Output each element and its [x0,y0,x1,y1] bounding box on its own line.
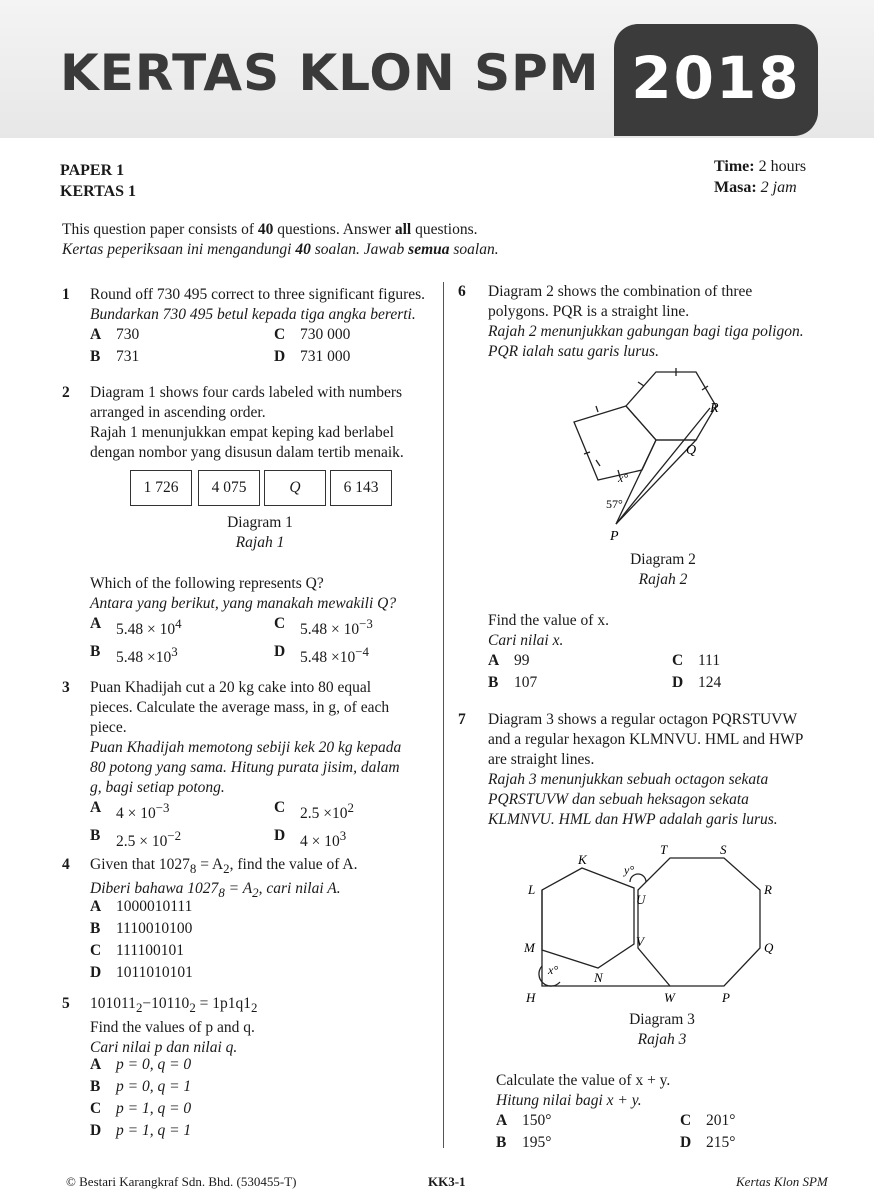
option-c[interactable]: C [274,615,286,632]
option-b-value: $2.5 \times 10^{-2}$ [116,828,182,851]
question-text-en: are straight lines. [488,751,595,768]
answer-options [90,798,440,852]
card-2: 4 075 [198,470,260,506]
option-a-value: 730 [116,326,140,343]
question-text-ms: dengan nombor yang disusun dalam tertib menaik. [90,444,404,461]
instructions [62,220,499,260]
option-d-value: p = 1, q = 1 [116,1122,192,1139]
answer-options [90,614,440,668]
question-text-en: pieces. Calculate the average mass, in g, of each [90,699,390,716]
footer-page-code: KK3-1 [428,1174,466,1189]
label-l: L [528,882,536,897]
option-b[interactable]: B [90,1078,101,1095]
option-b[interactable]: B [90,920,101,937]
diagram-3 [510,838,810,1010]
option-c[interactable]: C [274,799,286,816]
option-a-value: 150° [522,1112,552,1129]
question-text-ms: Rajah 3 menunjukkan sebuah octagon sekata [488,771,769,788]
diagram-1-caption-ms: Rajah 1 [235,534,285,551]
question-number: 7 [458,711,466,728]
time-info [714,158,806,176]
question-text-en: arranged in ascending order. [90,404,266,421]
diagram-1-cards [130,470,392,506]
option-b[interactable]: B [90,643,101,661]
option-c-value: $5.48 \times 10^{-3}$ [300,616,373,639]
option-c[interactable]: C [274,326,286,343]
label-n: N [594,970,603,985]
question-text-en: Calculate the value of x + y. [496,1072,671,1089]
option-b-value: 195° [522,1134,552,1151]
option-a[interactable]: A [488,652,500,669]
option-a[interactable]: A [90,615,102,632]
column-divider [443,282,444,1148]
question-text-en: piece. [90,719,127,736]
option-c-value: $2.5 \times 10^2$ [300,800,354,823]
label-s: S [720,842,727,857]
option-b[interactable]: B [488,674,499,691]
option-b[interactable]: B [90,348,101,365]
question-2-ask [62,574,442,667]
question-number: 4 [62,856,70,873]
diagram-2 [560,362,740,542]
diagram-2-caption-ms: Rajah 2 [638,571,688,588]
option-d-value: 731 000 [300,348,351,365]
option-d-value: $4 \times 10^3$ [300,828,347,851]
option-d-value: 215° [706,1134,736,1151]
question-text-en: Diagram 1 shows four cards labeled with numbers [90,384,403,401]
option-c-value: 730 000 [300,326,351,343]
question-equation: $101011_2-10110_2 = 1p1q1_2$ [90,995,258,1016]
question-text-en: Find the value of x. [488,612,609,629]
diagram-3-caption: Diagram 3 [629,1011,695,1028]
diagram-3-caption-ms: Rajah 3 [637,1031,687,1048]
question-number: 1 [62,286,70,303]
question-4 [62,855,442,980]
answer-options [488,651,838,693]
question-5 [62,994,442,1139]
label-p: P [722,990,730,1005]
question-number: 2 [62,384,70,401]
title-banner [0,0,874,138]
footer-copyright: © Bestari Karangkraf Sdn. Bhd. (530455-T) [66,1174,297,1189]
question-7 [458,710,838,840]
question-text-en: polygons. PQR is a straight line. [488,303,690,320]
option-a[interactable]: A [90,1056,102,1073]
question-6-ask [458,611,838,691]
option-a-value: 99 [514,652,530,669]
answer-options [496,1111,846,1153]
question-text-ms: Cari nilai p dan nilai q. [90,1039,238,1057]
diagram-1-caption: Diagram 1 [227,514,293,531]
instructions-en: This question paper consists of 40 questions. Answer all questions. [62,221,478,238]
octagon-shape [638,858,760,986]
question-2 [62,383,432,463]
option-c-value: 111 [698,652,721,669]
answer-options [90,325,440,367]
question-number: 6 [458,283,466,300]
label-angle: 57° [606,497,623,511]
option-d[interactable]: D [274,643,286,661]
time-label: Time: [714,158,755,175]
time-value: 2 hours [758,158,807,175]
question-6 [458,282,838,364]
option-a[interactable]: A [90,326,102,343]
line-pqr [616,408,710,524]
label-y: y° [624,863,635,877]
hexagon-shape [542,868,634,968]
option-d[interactable]: D [680,1134,692,1151]
question-text-ms: Rajah 1 menunjukkan empat keping kad berlabel [90,424,394,441]
question-text-ms: Cari nilai x. [488,632,564,649]
question-text-en: Which of the following represents Q? [90,575,324,592]
question-text-ms: KLMNVU. HML dan HWP adalah garis lurus. [488,811,778,828]
option-a-value: $5.48 \times 10^4$ [116,616,182,639]
question-7-ask [468,1071,848,1151]
option-c-value: p = 1, q = 0 [116,1100,192,1117]
option-b-value: $5.48 \times 10^3$ [116,644,178,667]
option-b-value: 107 [514,674,538,691]
answer-options [90,897,316,983]
kertas-label: KERTAS 1 [60,183,137,200]
option-b-value: 1110010100 [116,920,193,937]
label-w: W [664,990,675,1005]
option-d[interactable]: D [274,348,286,365]
hexagon-shape [626,372,716,440]
label-k: K [578,852,587,867]
question-text-en: and a regular hexagon KLMNVU. HML and HWP [488,731,804,748]
option-b-value: 731 [116,348,140,365]
question-text-ms: Antara yang berikut, yang manakah mewakili Q? [90,595,397,612]
option-c[interactable]: C [90,1100,102,1117]
option-a[interactable]: A [496,1112,508,1129]
label-t: T [660,842,668,857]
question-text-ms: g, bagi setiap potong. [90,779,225,796]
option-a[interactable]: A [90,898,102,915]
banner-title: KERTAS KLON SPM [60,44,600,102]
question-text-ms: Diberi bahawa $1027_8 = A_2$, cari nilai A. [90,880,341,901]
label-m: M [524,940,535,955]
question-text-ms: PQR ialah satu garis lurus. [488,343,659,360]
label-u: U [636,892,646,907]
label-h: H [526,990,536,1005]
answer-options [90,1055,316,1141]
masa-value: 2 jam [760,179,797,196]
option-d[interactable]: D [672,674,684,691]
diagram-2-caption: Diagram 2 [630,551,696,568]
card-4: 6 143 [330,470,392,506]
option-d-value: 1011010101 [116,964,193,981]
option-c[interactable]: C [680,1112,692,1129]
question-text-en: Round off 730 495 correct to three significant figures. [90,286,426,303]
masa-label: Masa: [714,179,757,196]
question-text-ms: Hitung nilai bagi x + y. [496,1092,642,1109]
option-b-value: p = 0, q = 1 [116,1078,192,1095]
question-text-en: Diagram 2 shows the combination of three [488,283,753,300]
label-v: V [636,934,644,949]
card-1: 1 726 [130,470,192,506]
option-d[interactable]: D [90,964,102,981]
question-text-en: Given that $1027_8 = A_2$, find the value of A. [90,856,358,877]
question-text-en: Find the values of p and q. [90,1019,255,1037]
instructions-ms: Kertas peperiksaan ini mengandungi 40 soalan. Jawab semua soalan. [62,241,499,258]
label-r: R [764,882,772,897]
label-q: Q [686,443,697,458]
question-3 [62,678,442,851]
question-text-ms: PQRSTUVW dan sebuah heksagon sekata [488,791,749,808]
question-text-ms: 80 potong yang sama. Hitung purata jisim, dalam [90,759,400,776]
option-a-value: 1000010111 [116,898,193,915]
question-number: 5 [62,995,70,1012]
option-d-value: $5.48 \times 10^{-4}$ [300,644,369,667]
option-c[interactable]: C [90,942,102,959]
option-a-value: p = 0, q = 0 [116,1056,192,1073]
label-x: x° [548,963,559,977]
year-badge [614,24,818,136]
option-b[interactable]: B [90,827,101,845]
option-c-value: 201° [706,1112,736,1129]
option-c[interactable]: C [672,652,684,669]
year-text: 2018 [631,44,801,112]
option-d-value: 124 [698,674,722,691]
option-a-value: $4 \times 10^{-3}$ [116,800,170,823]
lines-hml-hwp [542,890,670,986]
question-text-en: Diagram 3 shows a regular octagon PQRSTUVW [488,711,798,728]
label-r: R [710,401,719,416]
question-text-ms: Puan Khadijah memotong sebiji kek 20 kg kepada [90,739,402,756]
question-text-ms: Bundarkan 730 495 betul kepada tiga angka bererti. [90,306,416,323]
question-text-en: Puan Khadijah cut a 20 kg cake into 80 equal [90,679,372,696]
option-b[interactable]: B [496,1134,507,1151]
question-number: 3 [62,679,70,696]
masa-info [714,179,797,197]
label-x: x° [618,471,629,485]
question-1 [62,285,432,365]
label-p: P [610,529,619,542]
option-c-value: 111100101 [116,942,185,959]
label-q: Q [764,940,774,955]
card-3: Q [264,470,326,506]
paper-label: PAPER 1 [60,162,125,179]
pentagon-shape [574,406,656,480]
option-d[interactable]: D [274,827,286,845]
option-a[interactable]: A [90,799,102,816]
question-text-ms: Rajah 2 menunjukkan gabungan bagi tiga poligon. [488,323,804,340]
footer-series: Kertas Klon SPM [736,1174,828,1189]
option-d[interactable]: D [90,1122,102,1139]
